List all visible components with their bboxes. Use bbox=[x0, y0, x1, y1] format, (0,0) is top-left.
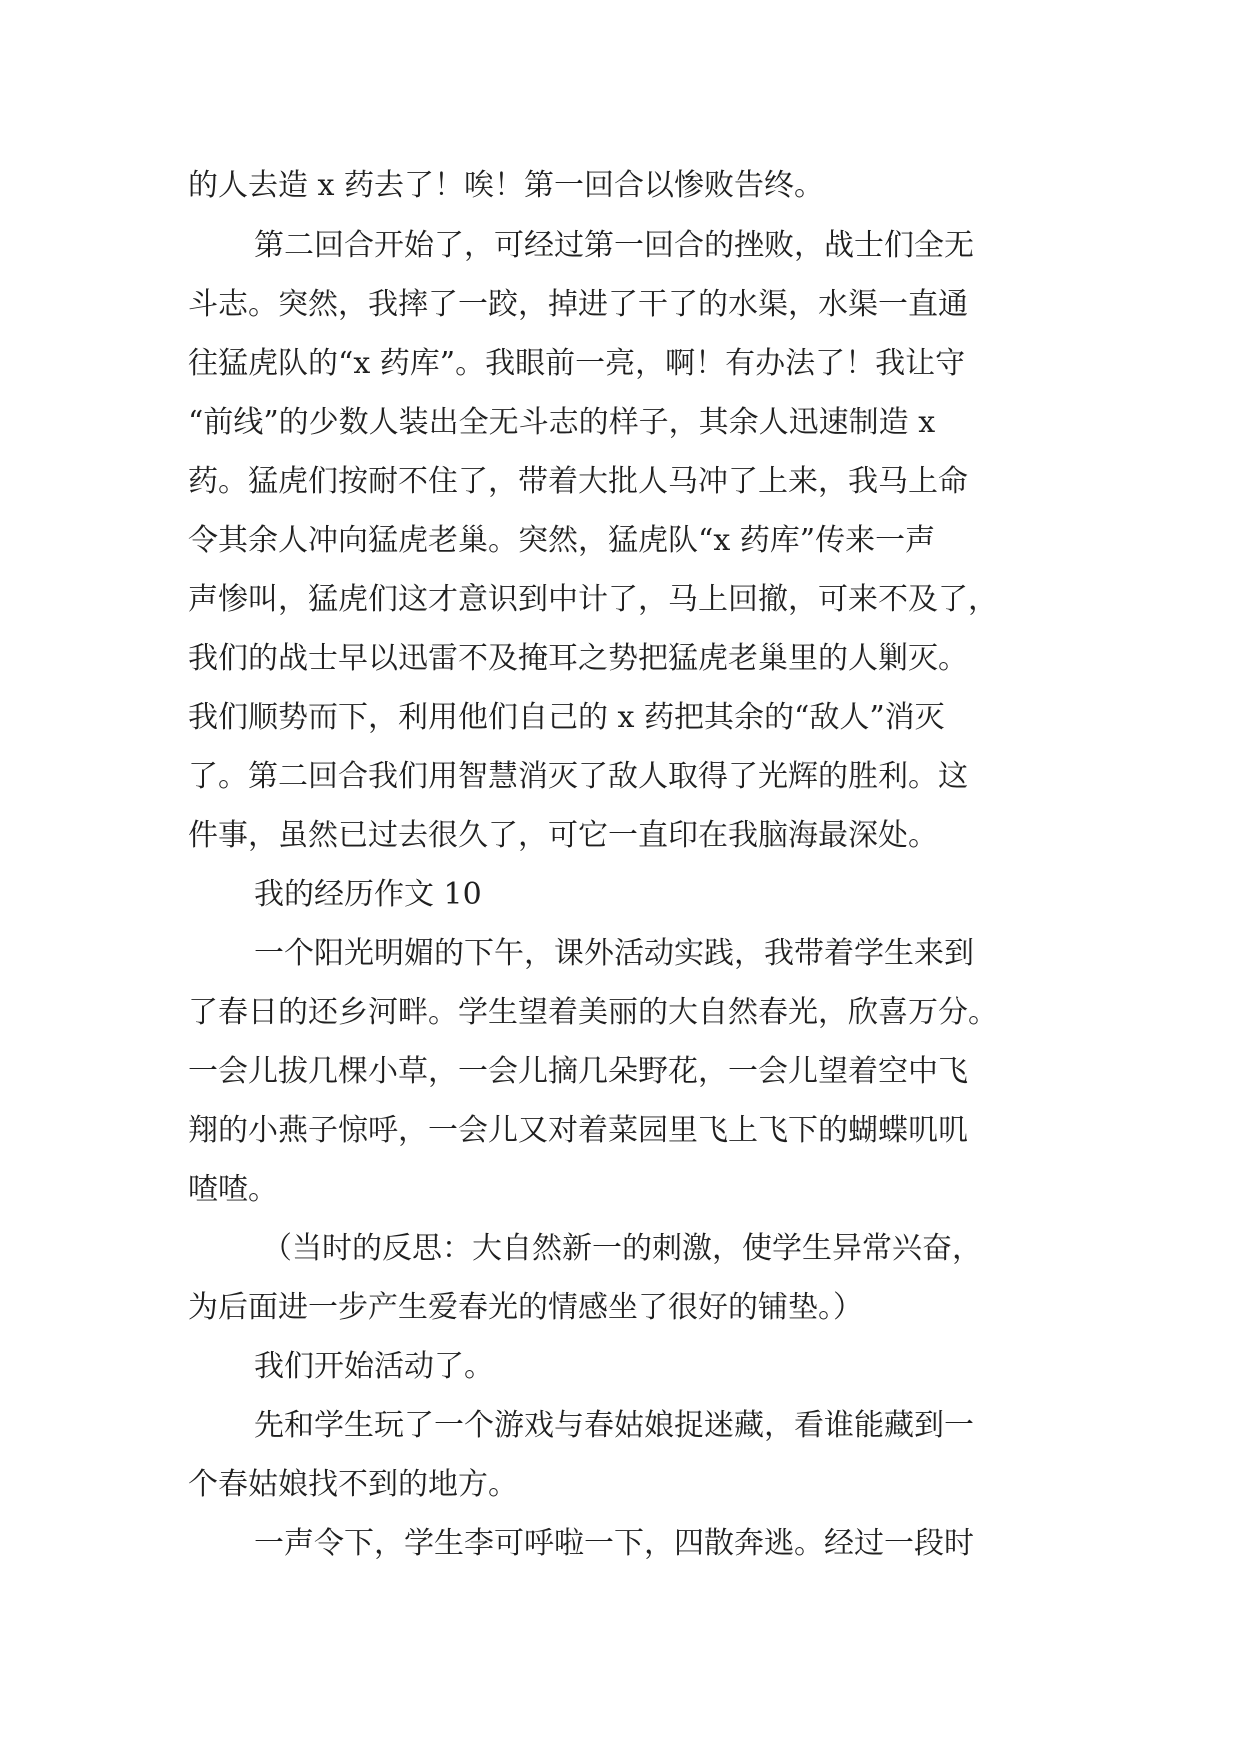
text-line-9: 我们的战士早以迅雷不及掩耳之势把猛虎老巢里的人剿灭。 bbox=[188, 641, 968, 676]
text-line-4: 往猛虎队的“x 药库”。我眼前一亮，啊！有办法了！我让守 bbox=[188, 346, 966, 381]
text-line-22: 先和学生玩了一个游戏与春姑娘捉迷藏，看谁能藏到一 bbox=[254, 1408, 974, 1443]
text-line-19: （当时的反思：大自然新一的刺激，使学生异常兴奋， bbox=[262, 1231, 982, 1266]
text-line-7: 令其余人冲向猛虎老巢。突然，猛虎队“x 药库”传来一声 bbox=[188, 523, 936, 558]
text-line-11: 了。第二回合我们用智慧消灭了敌人取得了光辉的胜利。这 bbox=[188, 759, 968, 794]
text-line-15: 了春日的还乡河畔。学生望着美丽的大自然春光，欣喜万分。 bbox=[188, 995, 998, 1030]
text-line-10: 我们顺势而下，利用他们自己的 x 药把其余的“敌人”消灭 bbox=[188, 700, 945, 735]
text-line-14: 一个阳光明媚的下午，课外活动实践，我带着学生来到 bbox=[254, 936, 974, 971]
section-heading: 我的经历作文 10 bbox=[254, 877, 482, 912]
text-line-12: 件事，虽然已过去很久了，可它一直印在我脑海最深处。 bbox=[188, 818, 938, 853]
text-line-23: 个春姑娘找不到的地方。 bbox=[188, 1467, 518, 1502]
text-line-16: 一会儿拔几棵小草，一会儿摘几朵野花，一会儿望着空中飞 bbox=[188, 1054, 968, 1089]
text-line-18: 喳喳。 bbox=[188, 1172, 278, 1207]
text-line-24: 一声令下，学生李可呼啦一下，四散奔逃。经过一段时 bbox=[254, 1526, 974, 1561]
text-line-21: 我们开始活动了。 bbox=[254, 1349, 494, 1384]
text-line-1: 的人去造 x 药去了！唉！第一回合以惨败告终。 bbox=[188, 168, 824, 203]
text-line-8: 声惨叫，猛虎们这才意识到中计了，马上回撤，可来不及了， bbox=[188, 582, 998, 617]
text-line-2: 第二回合开始了，可经过第一回合的挫败，战士们全无 bbox=[254, 228, 974, 263]
text-line-5: “前线”的少数人装出全无斗志的样子，其余人迅速制造 x bbox=[188, 405, 936, 440]
text-line-3: 斗志。突然，我摔了一跤，掉进了干了的水渠，水渠一直通 bbox=[188, 287, 968, 322]
text-line-6: 药。猛虎们按耐不住了，带着大批人马冲了上来，我马上命 bbox=[188, 464, 968, 499]
text-line-20: 为后面进一步产生爱春光的情感坐了很好的铺垫。） bbox=[188, 1290, 863, 1325]
text-line-17: 翔的小燕子惊呼，一会儿又对着菜园里飞上飞下的蝴蝶叽叽 bbox=[188, 1113, 968, 1148]
